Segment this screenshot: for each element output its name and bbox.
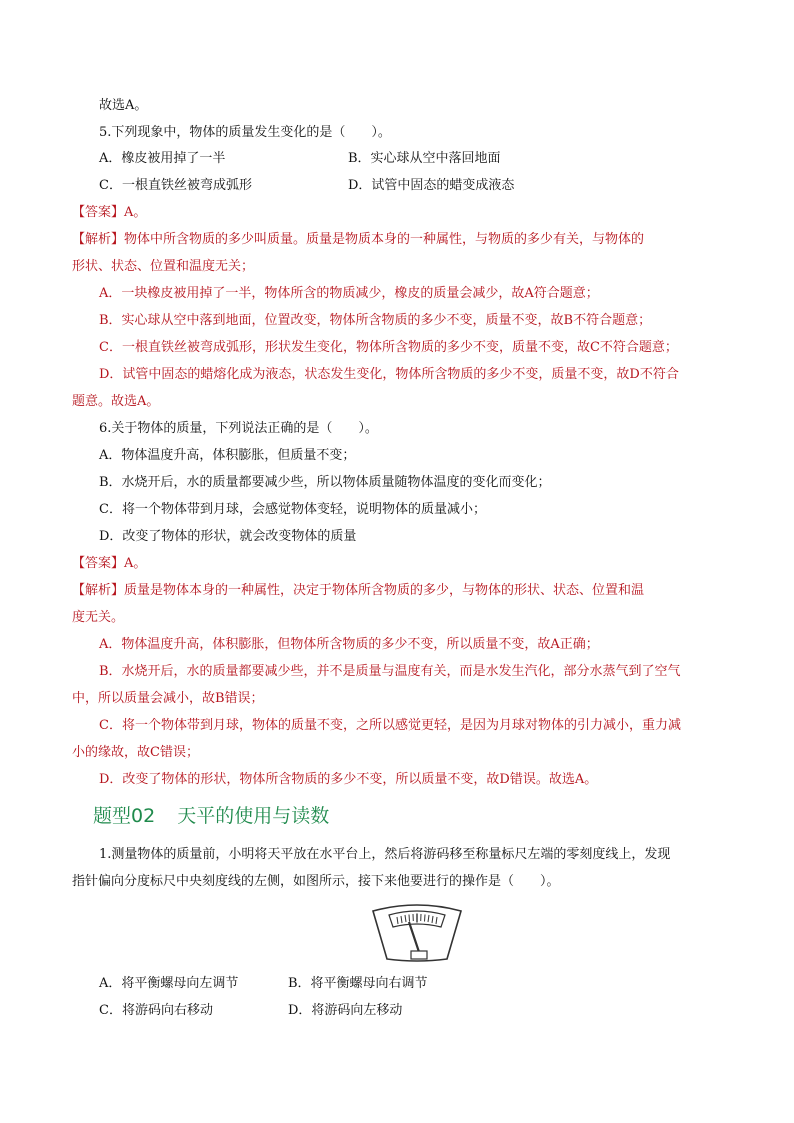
q6-analysis-line2: 度无关。 [72, 610, 125, 625]
q5-analysis-d-line1: D．试管中固态的蜡熔化成为液态，状态发生变化，物体所含物质的多少不变，质量不变，故D不符合 [99, 367, 679, 382]
s1q1-option-d: D．将游码向左移动 [288, 1003, 403, 1018]
s1q1-stem-line1: 1.测量物体的质量前，小明将天平放在水平台上，然后将游码移至称量标尺左端的零刻度线上，发现 [99, 847, 671, 862]
q6-stem: 6.关于物体的质量，下列说法正确的是（ ）。 [99, 421, 378, 436]
q5-analysis-line1: 【解析】物体中所含物质的多少叫质量。质量是物质本身的一种属性，与物质的多少有关，与物体的 [72, 232, 645, 247]
q5-option-c: C．一根直铁丝被弯成弧形 [99, 178, 252, 193]
balance-pointer-scale-icon [371, 903, 463, 965]
q5-analysis-d-line2: 题意。故选A。 [72, 394, 160, 409]
q5-option-d: D．试管中固态的蜡变成液态 [348, 178, 515, 193]
q4-conclusion: 故选A。 [99, 98, 148, 113]
q5-analysis-a: A．一块橡皮被用掉了一半，物体所含的物质减少，橡皮的质量会减少，故A符合题意； [99, 286, 599, 301]
q6-option-c: C．将一个物体带到月球，会感觉物体变轻，说明物体的质量减小； [99, 502, 486, 517]
q6-option-a: A．物体温度升高，体积膨胀，但质量不变； [99, 448, 356, 463]
s1q1-stem-line2: 指针偏向分度标尺中央刻度线的左侧，如图所示，接下来他要进行的操作是（ ）。 [72, 874, 560, 889]
q6-option-d: D．改变了物体的形状，就会改变物体的质量 [99, 529, 357, 544]
q6-analysis-b-line1: B．水烧开后，水的质量都要减少些，并不是质量与温度有关，而是水发生汽化，部分水蒸气到了空气 [99, 664, 681, 679]
section-heading [93, 804, 329, 828]
q5-analysis-c: C．一根直铁丝被弯成弧形，形状发生变化，物体所含物质的多少不变，质量不变，故C不符合题意； [99, 340, 678, 355]
q6-analysis-c-line1: C．将一个物体带到月球，物体的质量不变，之所以感觉更轻，是因为月球对物体的引力减小，重力减 [99, 718, 681, 733]
s1q1-option-b: B．将平衡螺母向右调节 [288, 976, 428, 991]
q5-option-b: B．实心球从空中落回地面 [348, 151, 501, 166]
q5-analysis-line2: 形状、状态、位置和温度无关； [72, 259, 255, 274]
q5-analysis-b: B．实心球从空中落到地面，位置改变，物体所含物质的多少不变，质量不变，故B不符合题意； [99, 313, 652, 328]
q6-analysis-line1: 【解析】质量是物体本身的一种属性，决定于物体所含物质的多少，与物体的形状、状态、位置和温 [72, 583, 645, 598]
s1q1-option-c: C．将游码向右移动 [99, 1003, 213, 1018]
q6-analysis-c-line2: 小的缘故，故C错误； [72, 745, 199, 760]
q6-analysis-d: D．改变了物体的形状，物体所含物质的多少不变，所以质量不变，故D错误。故选A。 [99, 772, 598, 787]
s1q1-option-a: A．将平衡螺母向左调节 [99, 976, 239, 991]
q6-answer: 【答案】A。 [72, 556, 147, 571]
q5-answer: 【答案】A。 [72, 205, 147, 220]
q6-option-b: B．水烧开后，水的质量都要减少些，所以物体质量随物体温度的变化而变化； [99, 475, 551, 490]
section-title: 天平的使用与读数 [177, 805, 330, 827]
q5-option-a: A．橡皮被用掉了一半 [99, 151, 226, 166]
q6-analysis-b-line2: 中，所以质量会减小，故B错误； [72, 691, 264, 706]
section-label: 题型02 [93, 805, 156, 827]
q5-stem: 5.下列现象中，物体的质量发生变化的是（ ）。 [99, 125, 391, 140]
q6-analysis-a: A．物体温度升高，体积膨胀，但物体所含物质的多少不变，所以质量不变，故A正确； [99, 637, 599, 652]
